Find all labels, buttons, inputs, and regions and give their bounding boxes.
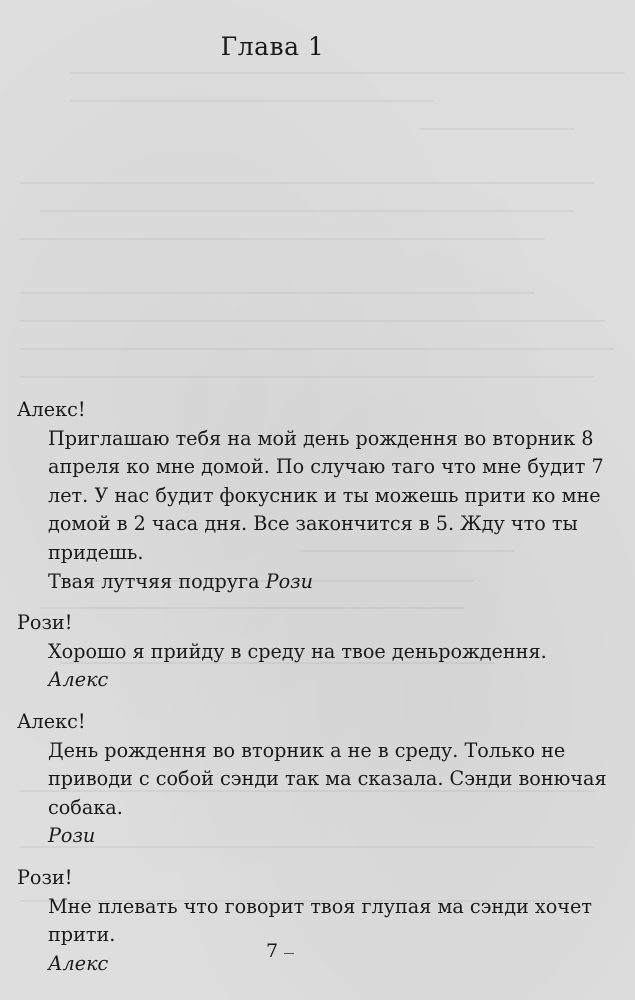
letter-signature-name: Алекс (48, 951, 109, 975)
page-number-dash (284, 953, 294, 954)
letters-section (17, 396, 617, 991)
letter-body: Мне плевать что говорит твоя глупая ма сэнди хочет прити. (48, 894, 592, 947)
page-corner-mark (609, 38, 629, 52)
letter-salutation: Алекс! (17, 398, 86, 421)
letter-signature-name: Рози (48, 824, 96, 848)
letter-signature-name: Рози (265, 569, 313, 593)
letter-body (17, 425, 617, 568)
letter-closing: Твая лутчяя подруга (48, 569, 260, 593)
letter-body: Хорошо я прийду в среду на твое деньрождення. (48, 639, 547, 663)
letter-signature (17, 568, 617, 597)
letter (17, 396, 617, 596)
letter-salutation: Рози! (17, 865, 73, 889)
chapter-title: Глава 1 (220, 32, 325, 61)
page-number-value: 7 (265, 940, 279, 962)
letter-signature-name: Алекс (48, 668, 109, 692)
letter-signature (17, 822, 617, 851)
page-number (0, 940, 560, 962)
letter-body: День рождення во вторник а не в среду. Только не приводи с собой сэнди так ма сказала. Сэнди вонючая собака. (48, 738, 607, 819)
letter (17, 708, 617, 851)
letter-body-text: Приглашаю тебя на мой день рождення во вторник 8 апреля ко мне домой. По случаю таго что мне будит 7 лет. У нас будит фокусник и ты можешь прити ко мне домой в 2 часа дня. Все закончится в 5. Жду что ты придешь. (48, 426, 604, 564)
letter-salutation: Рози! (17, 611, 73, 635)
letter (17, 609, 617, 695)
letter-signature (17, 666, 617, 695)
letter-salutation: Алекс! (17, 709, 86, 733)
